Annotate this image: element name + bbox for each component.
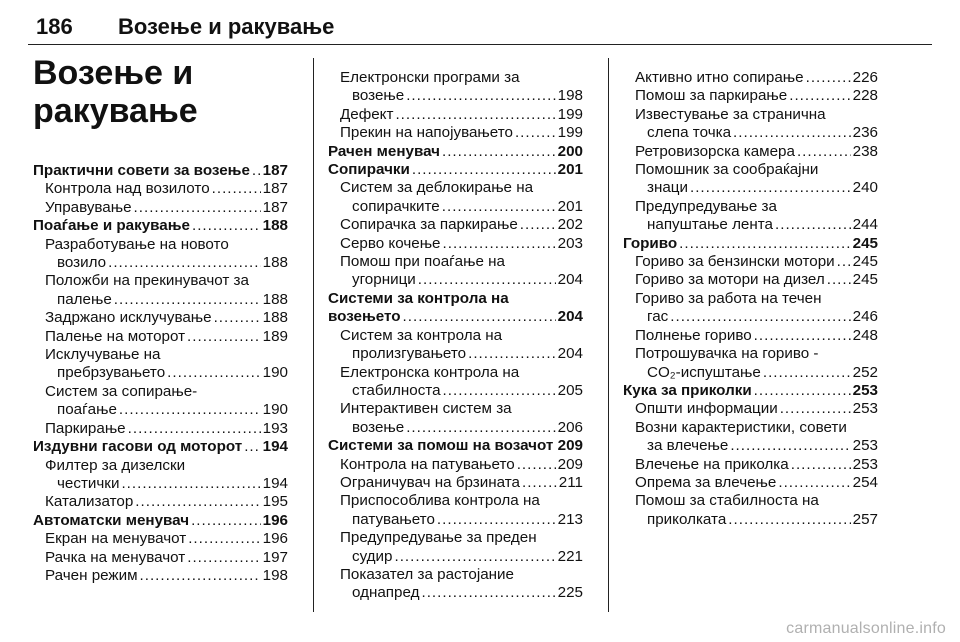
toc-entry[interactable] xyxy=(623,179,878,197)
toc-page-number: 253 xyxy=(852,400,878,418)
toc-page-number: 240 xyxy=(852,179,878,197)
toc-entry-label: Влечење на приколка xyxy=(635,455,789,473)
column-divider xyxy=(313,58,314,612)
toc-entry-line[interactable]: Помошник за сообраќајни xyxy=(635,161,819,179)
leader-dots xyxy=(114,291,261,309)
toc-entry[interactable] xyxy=(623,511,878,529)
toc-page-number: 201 xyxy=(557,197,583,215)
toc-entry-label: Контрола над возилото xyxy=(45,180,210,198)
leader-dots xyxy=(443,382,556,400)
toc-column-2 xyxy=(328,69,583,603)
toc-entry-label: за влечење xyxy=(647,437,729,455)
toc-entry-label: возење xyxy=(352,418,405,436)
leader-dots xyxy=(789,87,850,105)
leader-dots xyxy=(690,179,851,197)
toc-page-number: 204 xyxy=(557,308,583,326)
toc-entry[interactable] xyxy=(328,235,583,253)
toc-page-number: 244 xyxy=(852,216,878,234)
column-divider xyxy=(608,58,609,612)
leader-dots xyxy=(128,420,261,438)
leader-dots xyxy=(406,87,555,105)
toc-page-number: 226 xyxy=(852,69,878,86)
toc-entry-label: Задржано исклучување xyxy=(45,309,212,327)
leader-dots xyxy=(522,474,557,492)
leader-dots xyxy=(135,493,260,511)
toc-entry[interactable] xyxy=(328,216,583,234)
toc-entry-line[interactable]: Положби на прекинувачот за xyxy=(45,272,249,290)
toc-entry-label: Ретровизорска камера xyxy=(635,142,795,160)
toc-entry-label: Издувни гасови од моторот xyxy=(33,438,243,456)
leader-dots xyxy=(244,438,260,456)
toc-entry-line[interactable]: Филтер за дизелски xyxy=(45,456,186,474)
toc-page-number: 190 xyxy=(262,364,288,382)
toc-entry-line[interactable]: Предупредување за xyxy=(635,197,777,215)
leader-dots xyxy=(728,511,850,529)
toc-entry[interactable] xyxy=(328,474,583,492)
toc-page-number: 204 xyxy=(557,345,583,363)
toc-entry[interactable] xyxy=(623,253,878,271)
toc-section-entry[interactable] xyxy=(328,437,583,455)
page-header xyxy=(28,4,932,45)
toc-page-number: 188 xyxy=(262,290,288,308)
toc-page-number: 245 xyxy=(852,253,878,271)
toc-page-number: 209 xyxy=(557,437,583,455)
toc-page-number: 188 xyxy=(262,217,288,235)
leader-dots xyxy=(515,124,556,142)
leader-dots xyxy=(754,382,851,400)
toc-page-number: 196 xyxy=(262,530,288,548)
toc-section-entry[interactable] xyxy=(328,161,583,179)
toc-entry-line[interactable]: Помош за стабилноста на xyxy=(635,492,819,510)
toc-section-entry[interactable] xyxy=(623,382,878,400)
toc-entry[interactable] xyxy=(328,382,583,400)
toc-entry[interactable] xyxy=(328,124,583,142)
toc-page-number: 198 xyxy=(557,87,583,105)
toc-entry[interactable] xyxy=(33,309,288,327)
leader-dots xyxy=(167,364,260,382)
toc-column-1 xyxy=(33,162,288,585)
leader-dots xyxy=(395,106,555,124)
toc-entry-label: Катализатор xyxy=(45,493,134,511)
leader-dots xyxy=(806,69,851,87)
toc-section-entry[interactable] xyxy=(33,438,288,456)
toc-entry[interactable] xyxy=(33,291,288,309)
toc-page-number: 252 xyxy=(852,363,878,381)
chapter-title: Возење и ракување xyxy=(33,54,198,130)
toc-entry-label: пребрзувањето xyxy=(57,364,166,382)
leader-dots xyxy=(394,548,555,566)
toc-page-number: 238 xyxy=(852,142,878,160)
toc-page-number: 202 xyxy=(557,216,583,234)
toc-entry-line[interactable]: Потрошувачка на гориво - xyxy=(635,345,819,363)
toc-entry-label: честички xyxy=(57,474,120,492)
leader-dots xyxy=(437,511,556,529)
toc-entry[interactable] xyxy=(33,493,288,511)
toc-page-number: 253 xyxy=(852,455,878,473)
toc-entry-label: угорници xyxy=(352,271,416,289)
leader-dots xyxy=(827,271,851,289)
leader-dots xyxy=(442,198,556,216)
toc-section-entry[interactable] xyxy=(33,217,288,235)
leader-dots xyxy=(212,180,261,198)
toc-page-number: 254 xyxy=(852,473,878,491)
toc-entry-line[interactable]: Возни карактеристики, совети xyxy=(635,418,847,436)
toc-entry-label: возило xyxy=(57,254,107,272)
leader-dots xyxy=(778,474,850,492)
toc-entry[interactable] xyxy=(328,87,583,105)
toc-entry-label: возење xyxy=(352,87,405,105)
toc-entry[interactable] xyxy=(623,124,878,142)
toc-entry[interactable] xyxy=(328,584,583,602)
toc-page-number: 200 xyxy=(557,142,583,160)
leader-dots xyxy=(214,309,261,327)
toc-entry-label: Рачен менувач xyxy=(328,142,440,160)
toc-page-number: 187 xyxy=(262,180,288,198)
toc-page-number: 193 xyxy=(262,419,288,437)
toc-entry-label: слепа точка xyxy=(647,124,732,142)
toc-entry[interactable] xyxy=(33,364,288,382)
toc-entry[interactable] xyxy=(33,420,288,438)
toc-entry-line[interactable]: Систем за деблокирање на xyxy=(340,179,534,197)
toc-entry-line[interactable]: Системи за контрола на xyxy=(328,289,509,307)
toc-section-entry[interactable] xyxy=(328,308,583,326)
toc-entry-label: возењето xyxy=(328,308,401,326)
leader-dots xyxy=(730,437,850,455)
toc-entry[interactable] xyxy=(623,87,878,105)
toc-entry[interactable] xyxy=(328,106,583,124)
toc-entry[interactable] xyxy=(328,456,583,474)
leader-dots xyxy=(108,254,261,272)
toc-entry-label: Гориво xyxy=(623,234,678,252)
toc-entry-line[interactable]: Гориво за работа на течен xyxy=(635,289,822,307)
toc-entry-label: гас xyxy=(647,308,669,326)
toc-entry[interactable] xyxy=(33,401,288,419)
toc-entry[interactable] xyxy=(33,254,288,272)
toc-page-number: 209 xyxy=(557,455,583,473)
toc-entry[interactable] xyxy=(328,198,583,216)
toc-entry-line[interactable]: Показател за растојание xyxy=(340,565,514,583)
toc-entry[interactable] xyxy=(623,364,878,382)
leader-dots xyxy=(252,162,261,180)
toc-entry-label: Рачка на менувачот xyxy=(45,548,186,566)
toc-section-entry[interactable] xyxy=(328,143,583,161)
leader-dots xyxy=(406,419,555,437)
toc-entry-label: сопирачките xyxy=(352,197,440,215)
toc-entry-label: приколката xyxy=(647,510,727,528)
toc-entry[interactable] xyxy=(623,327,878,345)
toc-entry-line[interactable]: Систем за контрола на xyxy=(340,326,503,344)
toc-page-number: 225 xyxy=(557,584,583,602)
leader-dots xyxy=(421,584,555,602)
toc-entry-line[interactable]: Исклучување на xyxy=(45,346,161,364)
leader-dots xyxy=(775,216,851,234)
toc-entry-label: Дефект xyxy=(340,105,394,123)
toc-entry-label: патувањето xyxy=(352,510,435,528)
toc-entry-label: Екран на менувачот xyxy=(45,530,187,548)
toc-section-entry[interactable] xyxy=(623,235,878,253)
toc-page-number: 188 xyxy=(262,309,288,327)
toc-page-number: 187 xyxy=(262,198,288,216)
toc-entry[interactable] xyxy=(33,549,288,567)
toc-entry[interactable] xyxy=(328,345,583,363)
toc-entry[interactable] xyxy=(623,474,878,492)
toc-section-entry[interactable] xyxy=(33,162,288,180)
toc-entry-label: Практични совети за возење xyxy=(33,162,250,179)
leader-dots xyxy=(754,327,851,345)
leader-dots xyxy=(134,199,261,217)
toc-entry-label: Сопирачка за паркирање xyxy=(340,216,518,234)
leader-dots xyxy=(670,308,850,326)
toc-page-number: 188 xyxy=(262,254,288,272)
watermark: carmanualsonline.info xyxy=(786,620,946,637)
toc-page-number: 195 xyxy=(262,493,288,511)
toc-entry[interactable] xyxy=(623,308,878,326)
toc-entry-label: Автоматски менувач xyxy=(33,511,190,529)
leader-dots xyxy=(121,475,260,493)
toc-entry-line[interactable]: Интерактивен систем за xyxy=(340,400,512,418)
toc-entry-label: Опрема за влечење xyxy=(635,473,777,491)
toc-page-number: 206 xyxy=(557,418,583,436)
leader-dots xyxy=(443,235,556,253)
toc-entry-label: поаѓање xyxy=(57,401,117,419)
toc-page-number: 203 xyxy=(557,234,583,252)
toc-entry[interactable] xyxy=(328,548,583,566)
toc-page-number: 245 xyxy=(852,234,878,252)
toc-page-number: 189 xyxy=(262,327,288,345)
toc-entry[interactable] xyxy=(33,567,288,585)
toc-entry-label: стабилноста xyxy=(352,381,441,399)
toc-page-number: 187 xyxy=(262,162,288,179)
running-title: Возење и ракување xyxy=(118,14,335,39)
toc-entry-label: Паркирање xyxy=(45,419,126,437)
toc-page-number: 204 xyxy=(557,271,583,289)
toc-entry[interactable] xyxy=(623,400,878,418)
leader-dots xyxy=(442,143,556,161)
leader-dots xyxy=(679,235,850,253)
toc-entry-label: судир xyxy=(352,547,393,565)
toc-entry-line[interactable]: Предупредување за преден xyxy=(340,529,537,547)
toc-page-number: 228 xyxy=(852,87,878,105)
leader-dots xyxy=(187,549,260,567)
toc-entry-label: Контрола на патувањето xyxy=(340,455,515,473)
leader-dots xyxy=(837,253,851,271)
leader-dots xyxy=(797,143,851,161)
toc-page-number: 253 xyxy=(852,381,878,399)
toc-entry-label: Рачен режим xyxy=(45,566,138,584)
toc-entry-label: Серво кочење xyxy=(340,234,441,252)
toc-entry-label: Полнење гориво xyxy=(635,326,752,344)
toc-entry[interactable] xyxy=(623,437,878,455)
leader-dots xyxy=(412,161,556,179)
leader-dots xyxy=(520,216,556,234)
toc-entry-line[interactable]: Електронски програми за xyxy=(340,69,520,86)
toc-page-number: 194 xyxy=(262,474,288,492)
toc-page-number: 211 xyxy=(558,473,583,491)
toc-entry-label: CO₂-испуштање xyxy=(647,363,761,381)
toc-page-number: 201 xyxy=(557,161,583,179)
page-number: 186 xyxy=(36,14,73,39)
toc-page-number: 248 xyxy=(852,326,878,344)
leader-dots xyxy=(191,512,261,530)
toc-page-number: 194 xyxy=(262,438,288,456)
toc-column-3 xyxy=(623,69,878,529)
toc-entry-label: Поаѓање и ракување xyxy=(33,217,190,235)
toc-entry[interactable] xyxy=(623,143,878,161)
leader-dots xyxy=(119,401,261,419)
toc-entry[interactable] xyxy=(623,271,878,289)
toc-entry[interactable] xyxy=(623,216,878,234)
toc-entry-line[interactable]: Известување за странична xyxy=(635,105,826,123)
toc-entry[interactable] xyxy=(328,511,583,529)
toc-entry[interactable] xyxy=(33,328,288,346)
toc-entry-label: Управување xyxy=(45,198,132,216)
leader-dots xyxy=(140,567,261,585)
toc-entry-label: Палење на моторот xyxy=(45,327,186,345)
toc-entry[interactable] xyxy=(328,271,583,289)
toc-entry-label: Помош за паркирање xyxy=(635,87,788,105)
toc-entry[interactable] xyxy=(328,419,583,437)
toc-entry-label: знаци xyxy=(647,179,688,197)
leader-dots xyxy=(780,400,851,418)
leader-dots xyxy=(192,217,261,235)
toc-entry[interactable] xyxy=(33,530,288,548)
toc-page-number: 253 xyxy=(852,437,878,455)
leader-dots xyxy=(517,456,556,474)
toc-page-number: 213 xyxy=(557,510,583,528)
leader-dots xyxy=(791,456,851,474)
toc-page-number: 190 xyxy=(262,401,288,419)
toc-entry-label: напуштање лента xyxy=(647,216,774,234)
toc-entry[interactable] xyxy=(623,456,878,474)
toc-entry[interactable] xyxy=(33,475,288,493)
leader-dots xyxy=(468,345,556,363)
toc-page-number: 198 xyxy=(262,566,288,584)
toc-page-number: 199 xyxy=(557,105,583,123)
leader-dots xyxy=(403,308,556,326)
toc-entry-label: Системи за помош на возачот xyxy=(328,437,554,455)
toc-page-number: 246 xyxy=(852,308,878,326)
toc-entry-line[interactable]: Електронска контрола на xyxy=(340,363,520,381)
leader-dots xyxy=(187,328,261,346)
toc-entry-label: пролизгувањето xyxy=(352,345,467,363)
toc-section-entry[interactable] xyxy=(33,512,288,530)
toc-entry-label: Ограничувач на брзината xyxy=(340,473,520,491)
leader-dots xyxy=(733,124,851,142)
toc-entry[interactable] xyxy=(33,199,288,217)
toc-entry-line[interactable]: Приспособлива контрола на xyxy=(340,492,540,510)
toc-entry-line[interactable]: Разработување на новото xyxy=(45,235,229,253)
toc-page-number: 199 xyxy=(557,124,583,142)
toc-page-number: 257 xyxy=(852,510,878,528)
toc-page-number: 205 xyxy=(557,381,583,399)
leader-dots xyxy=(763,364,851,382)
toc-entry-line[interactable]: Помош при поаѓање на xyxy=(340,253,505,271)
toc-entry-label: палење xyxy=(57,290,112,308)
leader-dots xyxy=(188,530,260,548)
toc-page-number: 197 xyxy=(262,548,288,566)
toc-entry[interactable] xyxy=(33,180,288,198)
toc-entry-label: Гориво за мотори на дизел xyxy=(635,271,825,289)
toc-entry-label: Прекин на напојувањето xyxy=(340,124,513,142)
toc-page-number: 196 xyxy=(262,511,288,529)
toc-entry-label: Кука за приколки xyxy=(623,381,752,399)
toc-entry[interactable] xyxy=(623,69,878,87)
toc-entry-label: однапред xyxy=(352,584,420,602)
toc-entry-label: Активно итно сопирање xyxy=(635,69,804,86)
toc-page-number: 236 xyxy=(852,124,878,142)
toc-entry-label: Општи информации xyxy=(635,400,778,418)
toc-page-number: 245 xyxy=(852,271,878,289)
toc-entry-label: Сопирачки xyxy=(328,161,410,179)
toc-entry-line[interactable]: Систем за сопирање- xyxy=(45,382,198,400)
leader-dots xyxy=(418,271,556,289)
toc-entry-label: Гориво за бензински мотори xyxy=(635,253,835,271)
toc-page-number: 221 xyxy=(557,547,583,565)
